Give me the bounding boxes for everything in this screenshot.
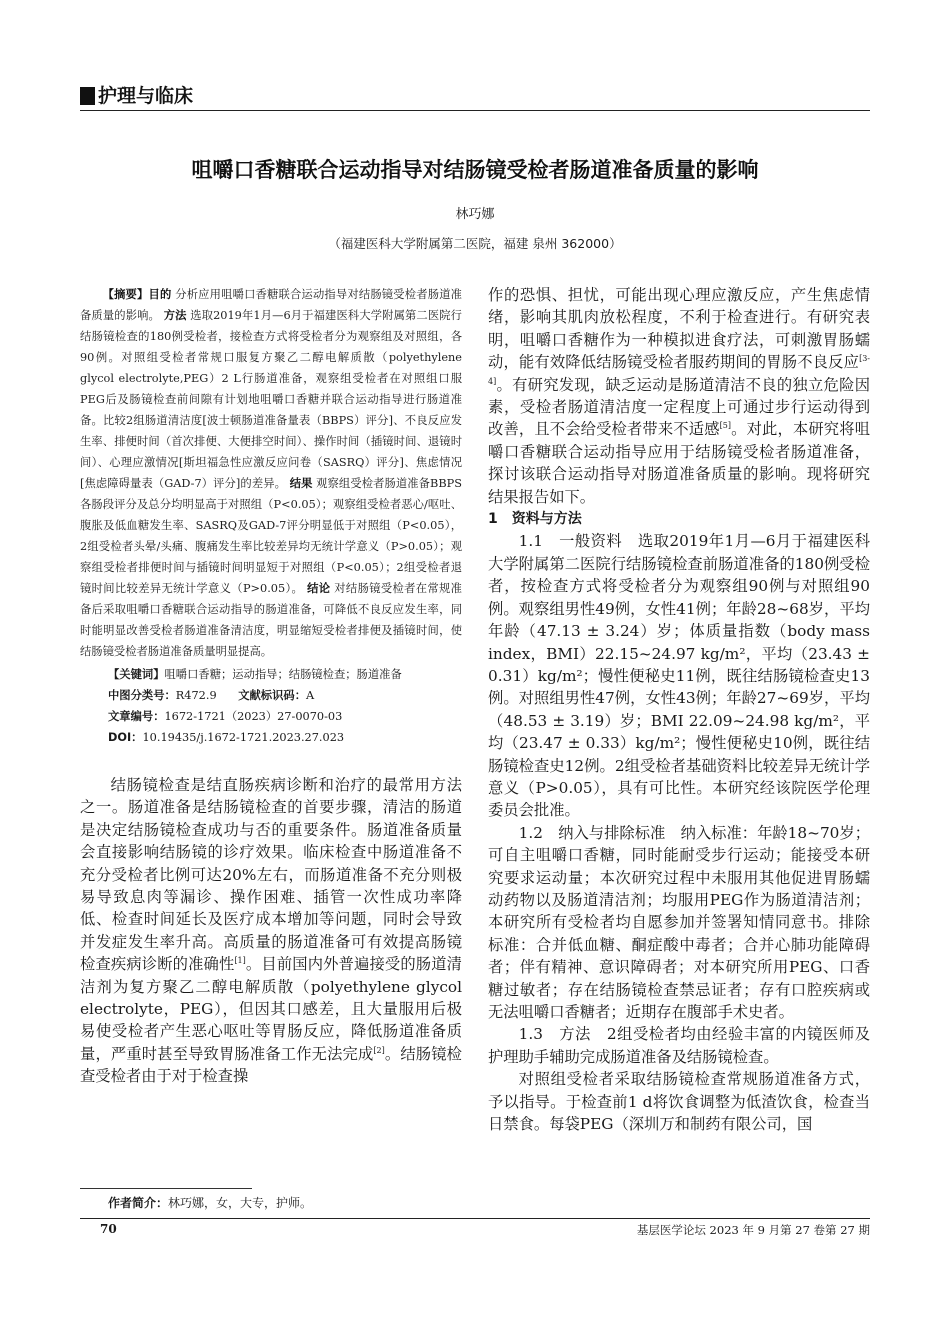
intro-paragraph bbox=[80, 774, 462, 1088]
article-meta bbox=[80, 664, 462, 748]
conclusion-text: 对结肠镜受检者在常规准备后采取咀嚼口香糖联合运动指导的肠道准备，可降低不良反应发生率，同时能明显改善受检者肠道准备清洁度，明显缩短受检者排便及插镜时间，使结肠镜受检者肠道准备质量明显提高。 bbox=[80, 582, 462, 658]
section-1-3-control: 对照组受检者采取结肠镜检查常规肠道准备方式，予以指导。于检查前1 d将饮食调整为低渣饮食，检查当日禁食。每袋PEG（深圳万和制药有限公司，国 bbox=[488, 1070, 870, 1134]
doi-label: DOI： bbox=[108, 731, 143, 744]
intro-text-b: 。目前国内外普遍接受的肠道清洁剂为复方聚乙二醇电解质散（polyethylene glycol electrolyte，PEG），但因其口感差，且大量服用后极易使受检者产生恶心呕吐等胃肠反应，降低肠道准备质量，严重时甚至导致胃肠准备工作无法完成 bbox=[80, 955, 462, 1063]
article-no-label: 文章编号： bbox=[108, 710, 165, 723]
section-1-3: 1.3 方法 2组受检者均由经验丰富的内镜医师及护理助手辅助完成肠道准备及结肠镜检查。 bbox=[488, 1025, 870, 1066]
section-tag bbox=[80, 84, 880, 108]
affiliation: （福建医科大学附属第二医院，福建 泉州 362000） bbox=[328, 236, 622, 251]
keywords: 咀嚼口香糖；运动指导；结肠镜检查；肠道准备 bbox=[164, 668, 402, 681]
ref-5: [5] bbox=[719, 421, 731, 431]
intro-text-a: 结肠镜检查是结直肠疾病诊断和治疗的最常用方法之一。肠道准备是结肠镜检查的首要步骤，清洁的肠道是决定结肠镜检查成功与否的重要条件。肠道准备质量会直接影响结肠镜的诊疗效果。临床检查中肠道准备不充分受检者比例可达20%左右，而肠道准备不充分则极易导致息肉等漏诊、操作困难、插管一次性成功率降低、检查时间延长及医疗成本增加等问题，同时会导致并发症发生率升高。高质量的肠道准备可有效提高肠镜检查疾病诊断的准确性 bbox=[80, 776, 462, 974]
conclusion-label: 结论 bbox=[307, 582, 331, 595]
methods-heading: 1 资料与方法 bbox=[488, 511, 582, 528]
purpose-text: 分析应用咀嚼口香糖联合运动指导对结肠镜受检者肠道准备质量的影响。 bbox=[80, 288, 462, 322]
method-label: 方法 bbox=[163, 309, 187, 322]
right-column bbox=[488, 284, 870, 1135]
article-title: 咀嚼口香糖联合运动指导对结肠镜受检者肠道准备质量的影响 bbox=[191, 158, 759, 182]
page-number: 70 bbox=[100, 1222, 117, 1236]
intro-text-e: 。有研究发现，缺乏运动是肠道清洁不良的独立危险因素，受检者肠道清洁度一定程度上可通过步行运动得到改善，且不会给受检者带来不适感 bbox=[488, 375, 870, 439]
left-column bbox=[80, 284, 462, 1088]
doc-code: A bbox=[306, 689, 315, 702]
result-text: 观察组受检者肠道准备BBPS各肠段评分及总分均明显高于对照组（P<0.05）；观察组受检者恶心/呕吐、腹胀及低血糖发生率、SASRQ及GAD-7评分明显低于对照组（P<0.05），2组受检者头晕/头痛、腹痛发生率比较差异均无统计学意义（P>0.05）；观察组受检者排便时间与插镜时间明显短于对照组（P<0.05）；2组受检者退镜时间比较差异无统计学意义（P>0.05）。 bbox=[80, 477, 462, 595]
article-no: 1672-1721（2023）27-0070-03 bbox=[164, 710, 343, 723]
author: 林巧娜 bbox=[455, 207, 495, 222]
header-rule bbox=[80, 110, 870, 111]
author-footnote bbox=[80, 1194, 312, 1212]
method-text: 选取2019年1月—6月于福建医科大学附属第二医院行结肠镜检查的180例受检者，接检查方式将受检者分为观察组及对照组，各90例。对照组受检者常规口服复方聚乙二醇电解质散（polyethylene glycol electrolyte,PEG）2 L行肠道准备，观察组受检者在对照组口服PEG后及肠镜检查前间隙有计划地咀嚼口香糖并联合运动指导进行肠道准备。比较2组肠道清洁度[波士顿肠道准备量表（BBPS）评分]、不良反应发生率、排便时间（首次排便、大便排空时间）、操作时间（插镜时间、退镜时间）、心理应激情况[斯坦福急性应激反应问卷（SASRQ）评分]、焦虑情况[焦虑障碍量表（GAD-7）评分]的差异。 bbox=[80, 309, 462, 490]
doc-code-label: 文献标识码： bbox=[238, 689, 306, 702]
clc: R472.9 bbox=[175, 689, 217, 702]
abstract bbox=[80, 284, 462, 662]
ref-2: [2] bbox=[373, 1045, 385, 1055]
purpose-label: 目的 bbox=[148, 288, 172, 301]
intro-text-c: 。结肠镜检查受检者由于对于检查操 bbox=[80, 1044, 462, 1086]
footnote-label: 作者简介： bbox=[108, 1196, 169, 1210]
intro-text-f: 。对此，本研究将咀嚼口香糖联合运动指导应用于结肠镜受检者肠道准备，探讨该联合运动指导对肠道准备质量的影响。现将研究结果报告如下。 bbox=[488, 420, 870, 506]
footnote-rule bbox=[80, 1188, 252, 1189]
clc-label: 中图分类号： bbox=[108, 689, 176, 702]
ref-1: [1] bbox=[234, 956, 246, 966]
doi: 10.19435/j.1672-1721.2023.27.023 bbox=[142, 731, 345, 744]
section-1-2: 1.2 纳入与排除标准 纳入标准：年龄18~70岁；可自主咀嚼口香糖，同时能耐受步行运动；能接受本研究要求运动量；本次研究过程中未服用其他促进胃肠蠕动药物以及肠道清洁剂；均服用PEG作为肠道清洁剂；本研究所有受检者均自愿参加并签署知情同意书。排除标准：合并低血糖、酮症酸中毒者；合并心肺功能障碍者；伴有精神、意识障碍者；对本研究所用PEG、口香糖过敏者；存在结肠镜检查禁忌证者；存有口腔疾病或无法咀嚼口香糖者；近期存在腹部手术史者。 bbox=[488, 823, 871, 1021]
footer-rule bbox=[80, 1218, 870, 1219]
abstract-label: 【摘要】 bbox=[102, 288, 149, 301]
section-block-icon bbox=[80, 87, 95, 105]
intro-continued bbox=[488, 284, 870, 508]
section-1-1: 1.1 一般资料 选取2019年1月—6月于福建医科大学附属第二医院行结肠镜检查前肠道准备的180例受检者，按检查方式将受检者分为观察组90例与对照组90例。观察组男性49例，女性41例；年龄28~68岁，平均年龄（47.13 ± 3.24）岁；体质量指数（body mass index，BMI）22.15~24.97 kg/m²，平均（23.43 ± 0.31）kg/m²；慢性便秘史11例，既往结肠镜检查史13例。对照组男性47例，女性43例；年龄27~69岁，平均（48.53 ± 3.19）岁；BMI 22.09~24.98 kg/m²，平均（23.47 ± 0.33）kg/m²；慢性便秘史10例，既往结肠镜检查史12例。2组受检者基础资料比较差异无统计学意义（P>0.05），具有可比性。本研究经该院医学伦理委员会批准。 bbox=[488, 532, 870, 820]
intro-text-d: 作的恐惧、担忧，可能出现心理应激反应，产生焦虑情绪，影响其肌肉放松程度，不利于检查进行。有研究表明，咀嚼口香糖作为一种模拟进食疗法，可刺激胃肠蠕动，能有效降低结肠镜受检者服药期间的胃肠不良反应 bbox=[488, 286, 870, 372]
journal-info: 基层医学论坛 2023 年 9 月第 27 卷第 27 期 bbox=[636, 1223, 870, 1237]
footnote-text: 林巧娜，女，大专，护师。 bbox=[168, 1196, 313, 1210]
keywords-label: 【关键词】 bbox=[108, 668, 165, 681]
section-label: 护理与临床 bbox=[98, 85, 194, 107]
result-label: 结果 bbox=[289, 477, 313, 490]
ref-3-4: [3-4] bbox=[488, 354, 870, 386]
